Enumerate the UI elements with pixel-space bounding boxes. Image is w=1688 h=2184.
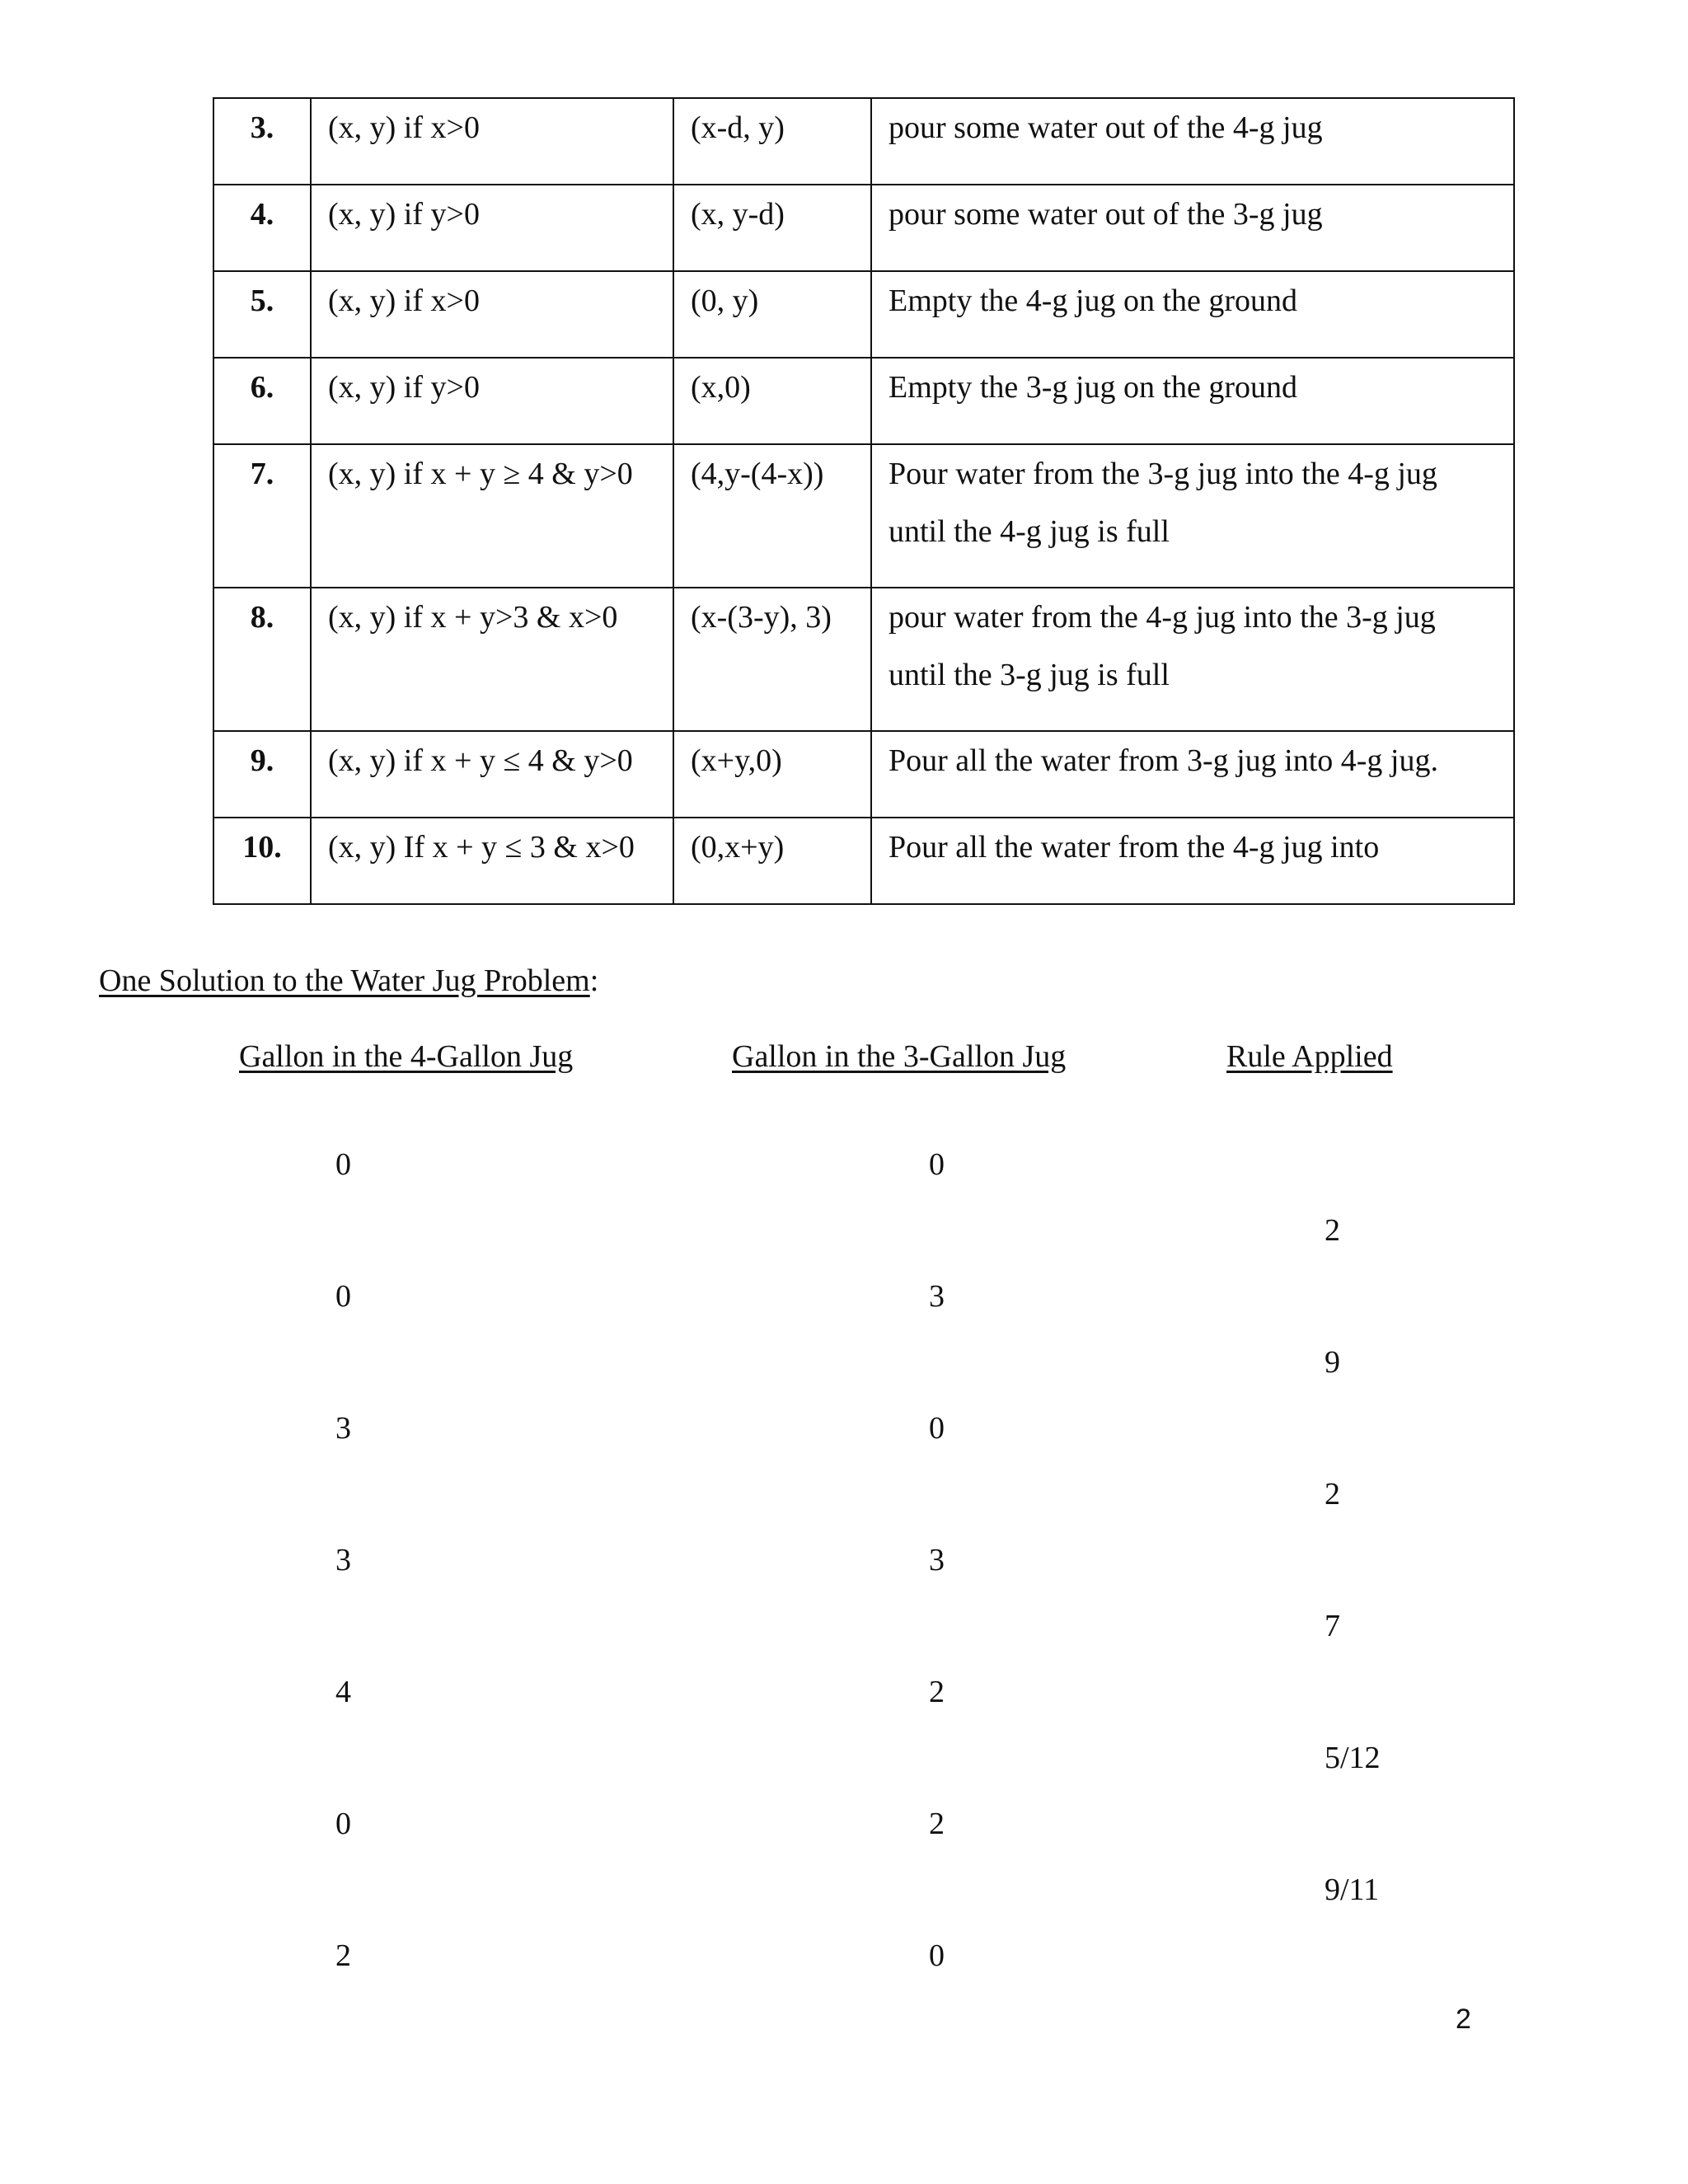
rule-applied-value: 5/12 (1325, 1741, 1381, 1775)
rule-condition: (x, y) if x + y ≤ 4 & y>0 (311, 731, 673, 818)
three-gallon-value: 2 (929, 1807, 945, 1841)
rule-applied-value: 2 (1325, 1477, 1340, 1511)
page-number: 2 (1456, 2004, 1471, 2035)
rule-number: 5. (213, 271, 311, 358)
four-gallon-value: 4 (335, 1675, 351, 1709)
rule-result: (x+y,0) (673, 731, 871, 818)
solution-heading-text: One Solution to the Water Jug Problem (99, 963, 590, 998)
rule-number: 8. (213, 588, 311, 731)
rule-condition: (x, y) If x + y ≤ 3 & x>0 (311, 818, 673, 904)
rule-row (213, 271, 1514, 358)
three-gallon-value: 3 (929, 1543, 945, 1577)
rule-number: 4. (213, 185, 311, 271)
three-gallon-value: 2 (929, 1675, 945, 1709)
three-gallon-value: 0 (929, 1411, 945, 1446)
rule-description: Pour all the water from the 4-g jug into (871, 818, 1514, 904)
three-gallon-value: 0 (929, 1147, 945, 1182)
four-gallon-value: 3 (335, 1411, 351, 1446)
rule-applied-value: 9 (1325, 1345, 1340, 1380)
rule-result: (x, y-d) (673, 185, 871, 271)
solution-heading-colon: : (589, 963, 599, 998)
rule-number: 3. (213, 98, 311, 185)
rule-result: (4,y-(4-x)) (673, 444, 871, 588)
rule-condition: (x, y) if x + y ≥ 4 & y>0 (311, 444, 673, 588)
four-gallon-value: 0 (335, 1279, 351, 1314)
rule-applied-value: 2 (1325, 1213, 1340, 1248)
rule-row (213, 444, 1514, 588)
rule-row (213, 731, 1514, 818)
solution-heading (99, 956, 598, 1005)
rule-row (213, 358, 1514, 444)
rule-description: Empty the 3-g jug on the ground (871, 358, 1514, 444)
four-gallon-value: 3 (335, 1543, 351, 1577)
four-gallon-value: 2 (335, 1938, 351, 1973)
rule-number: 10. (213, 818, 311, 904)
four-gallon-value: 0 (335, 1147, 351, 1182)
rule-row (213, 185, 1514, 271)
three-gallon-column-header: Gallon in the 3-Gallon Jug (732, 1039, 1067, 1074)
rule-result: (0, y) (673, 271, 871, 358)
four-gallon-column-header: Gallon in the 4-Gallon Jug (239, 1039, 574, 1074)
production-rules-table (213, 97, 1515, 905)
rule-condition: (x, y) if x + y>3 & x>0 (311, 588, 673, 731)
rule-condition: (x, y) if y>0 (311, 185, 673, 271)
rule-applied-column-header: Rule Applied (1226, 1039, 1393, 1074)
rule-description: pour water from the 4-g jug into the 3-g jug until the 3-g jug is full (871, 588, 1514, 731)
three-gallon-value: 3 (929, 1279, 945, 1314)
rule-description: Pour water from the 3-g jug into the 4-g jug until the 4-g jug is full (871, 444, 1514, 588)
rule-row (213, 818, 1514, 904)
rule-result: (x,0) (673, 358, 871, 444)
rule-description: pour some water out of the 3-g jug (871, 185, 1514, 271)
rule-result: (x-d, y) (673, 98, 871, 185)
rule-row (213, 98, 1514, 185)
rule-description: pour some water out of the 4-g jug (871, 98, 1514, 185)
rule-description: Empty the 4-g jug on the ground (871, 271, 1514, 358)
three-gallon-value: 0 (929, 1938, 945, 1973)
rule-description: Pour all the water from 3-g jug into 4-g jug. (871, 731, 1514, 818)
rule-number: 7. (213, 444, 311, 588)
rule-number: 9. (213, 731, 311, 818)
rule-applied-value: 9/11 (1325, 1872, 1380, 1907)
rule-row (213, 588, 1514, 731)
rule-result: (0,x+y) (673, 818, 871, 904)
rule-condition: (x, y) if x>0 (311, 98, 673, 185)
rule-condition: (x, y) if x>0 (311, 271, 673, 358)
rule-result: (x-(3-y), 3) (673, 588, 871, 731)
rule-applied-value: 7 (1325, 1609, 1340, 1643)
four-gallon-value: 0 (335, 1807, 351, 1841)
rule-condition: (x, y) if y>0 (311, 358, 673, 444)
rule-number: 6. (213, 358, 311, 444)
